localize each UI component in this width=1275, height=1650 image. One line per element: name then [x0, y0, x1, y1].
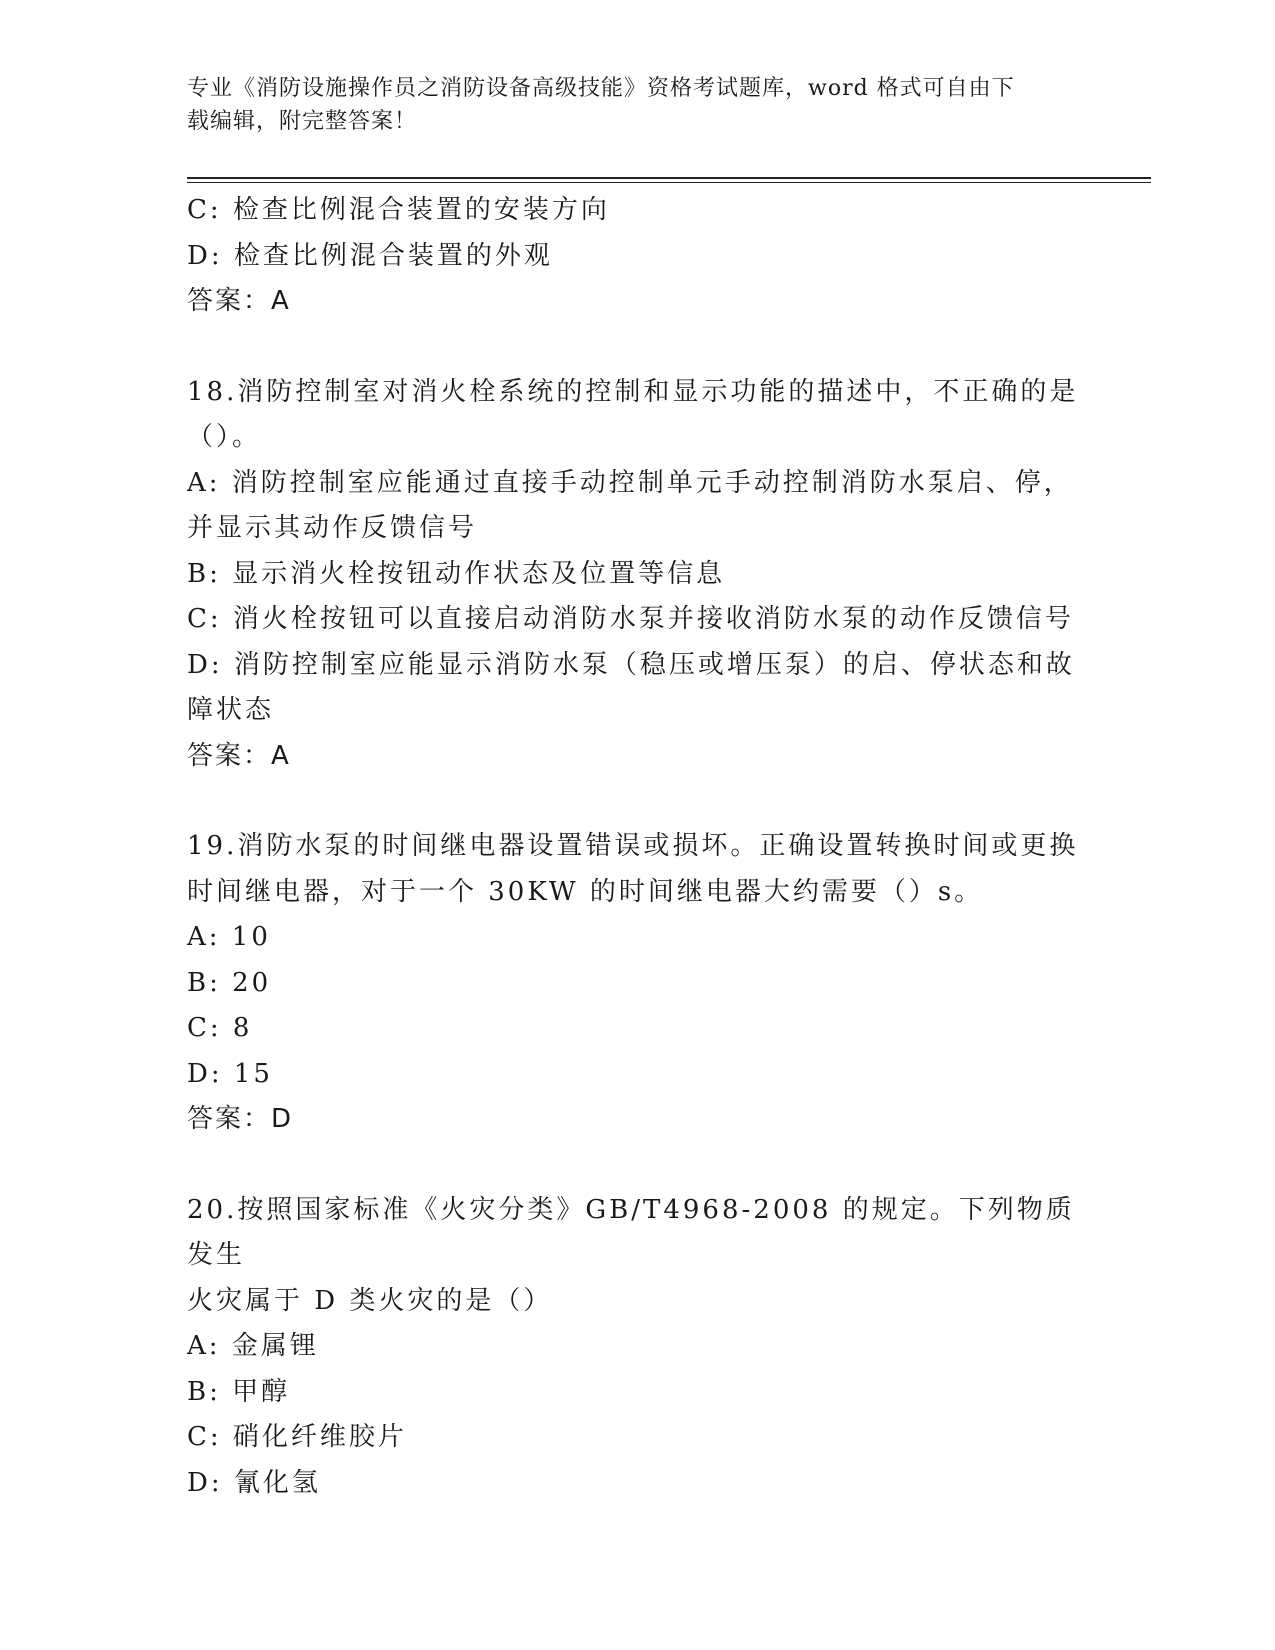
option-a: A: 金属锂	[187, 1331, 319, 1361]
option-a-line-2: 并显示其动作反馈信号	[187, 513, 478, 543]
option-d: D: 氰化氢	[187, 1467, 321, 1498]
option-d: D: 15	[187, 1058, 273, 1089]
question-spacer	[187, 779, 1087, 824]
question-18	[187, 370, 1087, 780]
question-stem-line-2: （）。	[187, 422, 262, 452]
question-stem-line-2: 时间继电器，对于一个 30KW 的时间继电器大约需要（）s。	[187, 876, 984, 907]
header-line-1: 专业《消防设施操作员之消防设备高级技能》资格考试题库，word 格式可自由下	[187, 76, 1015, 101]
question-stem-line-1: 20.按照国家标准《火灾分类》GB/T4968-2008 的规定。下列物质发生	[187, 1194, 1075, 1270]
header-line-2: 载编辑，附完整答案！	[187, 109, 418, 134]
option-d-line-2: 障状态	[187, 695, 275, 725]
answer-line: 答案：A	[187, 286, 291, 316]
option-b: B: 显示消火栓按钮动作状态及位置等信息	[187, 558, 726, 589]
question-stem-line-1: 19.消防水泵的时间继电器设置错误或损坏。正确设置转换时间或更换	[187, 831, 1079, 861]
option-d: D: 检查比例混合装置的外观	[187, 240, 553, 271]
question-list	[187, 188, 1087, 1506]
option-c: C: 硝化纤维胶片	[187, 1422, 407, 1452]
answer-line: 答案：D	[187, 1104, 294, 1134]
option-a-line-1: A: 消防控制室应能通过直接手动控制单元手动控制消防水泵启、停，	[187, 467, 1073, 498]
header-divider-thin	[187, 182, 1151, 183]
option-a: A: 10	[187, 922, 271, 952]
question-spacer	[187, 1143, 1087, 1188]
answer-line: 答案：A	[187, 740, 291, 771]
option-c: C: 8	[187, 1013, 253, 1043]
previous-question-tail	[187, 188, 1087, 325]
page-header	[187, 72, 1067, 138]
header-divider-thick	[187, 177, 1151, 179]
option-b: B: 甲醇	[187, 1376, 291, 1407]
question-stem-line-2: 火灾属于 D 类火灾的是（）	[187, 1285, 553, 1316]
option-c: C: 消火栓按钮可以直接启动消防水泵并接收消防水泵的动作反馈信号	[187, 604, 1074, 634]
option-d-line-1: D: 消防控制室应能显示消防水泵（稳压或增压泵）的启、停状态和故	[187, 649, 1075, 680]
question-19	[187, 824, 1087, 1143]
question-stem-line-1: 18.消防控制室对消火栓系统的控制和显示功能的描述中，不正确的是	[187, 376, 1079, 407]
option-c: C: 检查比例混合装置的安装方向	[187, 195, 610, 225]
option-b: B: 20	[187, 967, 272, 998]
question-spacer	[187, 325, 1087, 370]
question-20	[187, 1188, 1087, 1507]
